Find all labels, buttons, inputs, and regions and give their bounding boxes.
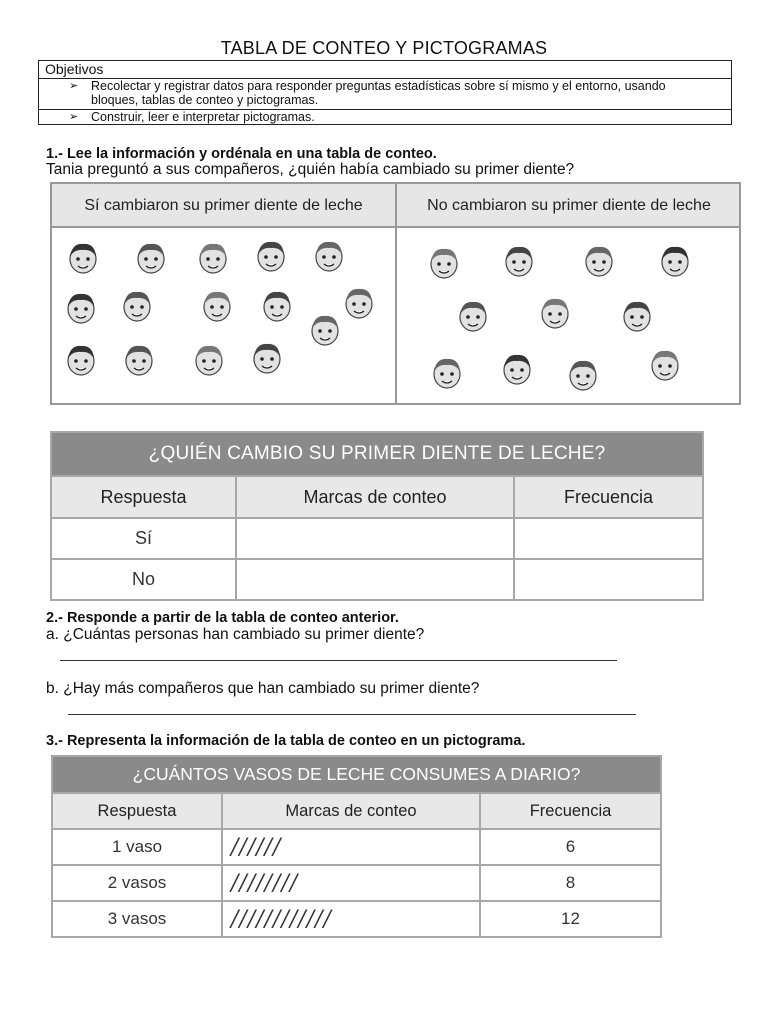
child-face-icon (308, 311, 342, 347)
objectives-header: Objetivos (39, 61, 731, 79)
column-header: Respuesta (51, 476, 236, 518)
child-face-icon (134, 239, 168, 275)
frequency-cell: 6 (480, 829, 661, 865)
child-face-icon (566, 356, 600, 392)
table-row (52, 829, 661, 865)
table-row (51, 518, 703, 559)
child-face-icon (582, 242, 616, 278)
tally-input-cell[interactable] (236, 518, 514, 559)
arrow-bullet-icon: ➢ (69, 111, 79, 123)
col-yes-header: Sí cambiaron su primer diente de leche (84, 196, 363, 214)
question-a: a. ¿Cuántas personas han cambiado su primer diente? (46, 626, 425, 643)
child-face-icon (196, 239, 230, 275)
page-title: TABLA DE CONTEO Y PICTOGRAMAS (220, 38, 548, 58)
answer-cell: Sí (51, 518, 236, 559)
tally-marks-cell: //////////// (222, 901, 480, 937)
question-b: b. ¿Hay más compañeros que han cambiado su primer diente? (46, 680, 480, 697)
tally-marks-cell: ////// (222, 829, 480, 865)
child-face-icon (312, 237, 346, 273)
arrow-bullet-icon: ➢ (69, 80, 79, 92)
section1-heading: 1.- Lee la información y ordénala en una tabla de conteo. (46, 146, 437, 162)
child-face-icon (430, 354, 464, 390)
objectives-box (38, 60, 732, 125)
column-divider (395, 184, 397, 403)
table-row (52, 901, 661, 937)
objective-text: Recolectar y registrar datos para responder preguntas estadísticas sobre sí mismo y el entorno, usando bloques, tablas de conteo y pictogramas. (91, 79, 666, 107)
child-face-icon (502, 242, 536, 278)
child-face-icon (64, 341, 98, 377)
tally-table-teeth (50, 431, 704, 601)
child-face-icon (427, 244, 461, 280)
tally-marks-cell: //////// (222, 865, 480, 901)
child-face-icon (192, 341, 226, 377)
child-face-icon (620, 297, 654, 333)
column-header: Marcas de conteo (222, 793, 480, 829)
child-face-icon (120, 287, 154, 323)
objective-text: Construir, leer e interpretar pictogramas. (91, 110, 315, 124)
answer-line-b[interactable] (68, 714, 636, 715)
table-caption: ¿CUÁNTOS VASOS DE LECHE CONSUMES A DIARIO? (52, 756, 661, 793)
child-face-icon (658, 242, 692, 278)
answer-cell: No (51, 559, 236, 600)
section1-question: Tania preguntó a sus compañeros, ¿quién había cambiado su primer diente? (46, 161, 575, 178)
child-face-icon (200, 287, 234, 323)
child-face-icon (66, 239, 100, 275)
table-row (52, 865, 661, 901)
section2-heading: 2.- Responde a partir de la tabla de conteo anterior. (46, 610, 399, 626)
objective-item (39, 79, 731, 110)
child-face-icon (250, 339, 284, 375)
child-face-icon (260, 287, 294, 323)
frequency-cell: 8 (480, 865, 661, 901)
child-face-icon (122, 341, 156, 377)
section3-heading: 3.- Representa la información de la tabla de conteo en un pictograma. (46, 733, 526, 749)
column-header: Frecuencia (514, 476, 703, 518)
objective-item (39, 110, 731, 124)
column-header: Respuesta (52, 793, 222, 829)
frequency-input-cell[interactable] (514, 518, 703, 559)
tally-input-cell[interactable] (236, 559, 514, 600)
child-face-icon (456, 297, 490, 333)
table-row (51, 559, 703, 600)
answer-cell: 2 vasos (52, 865, 222, 901)
frequency-input-cell[interactable] (514, 559, 703, 600)
answer-line-a[interactable] (60, 660, 617, 661)
child-face-icon (64, 289, 98, 325)
child-face-icon (648, 346, 682, 382)
tally-table-milk (51, 755, 662, 938)
child-face-icon (342, 284, 376, 320)
child-face-icon (538, 294, 572, 330)
col-no-header: No cambiaron su primer diente de leche (427, 196, 711, 214)
child-face-icon (500, 350, 534, 386)
column-header: Frecuencia (480, 793, 661, 829)
faces-picture-table (50, 182, 741, 405)
child-face-icon (254, 237, 288, 273)
answer-cell: 1 vaso (52, 829, 222, 865)
answer-cell: 3 vasos (52, 901, 222, 937)
frequency-cell: 12 (480, 901, 661, 937)
column-header: Marcas de conteo (236, 476, 514, 518)
table-caption: ¿QUIÉN CAMBIO SU PRIMER DIENTE DE LECHE? (51, 432, 703, 476)
